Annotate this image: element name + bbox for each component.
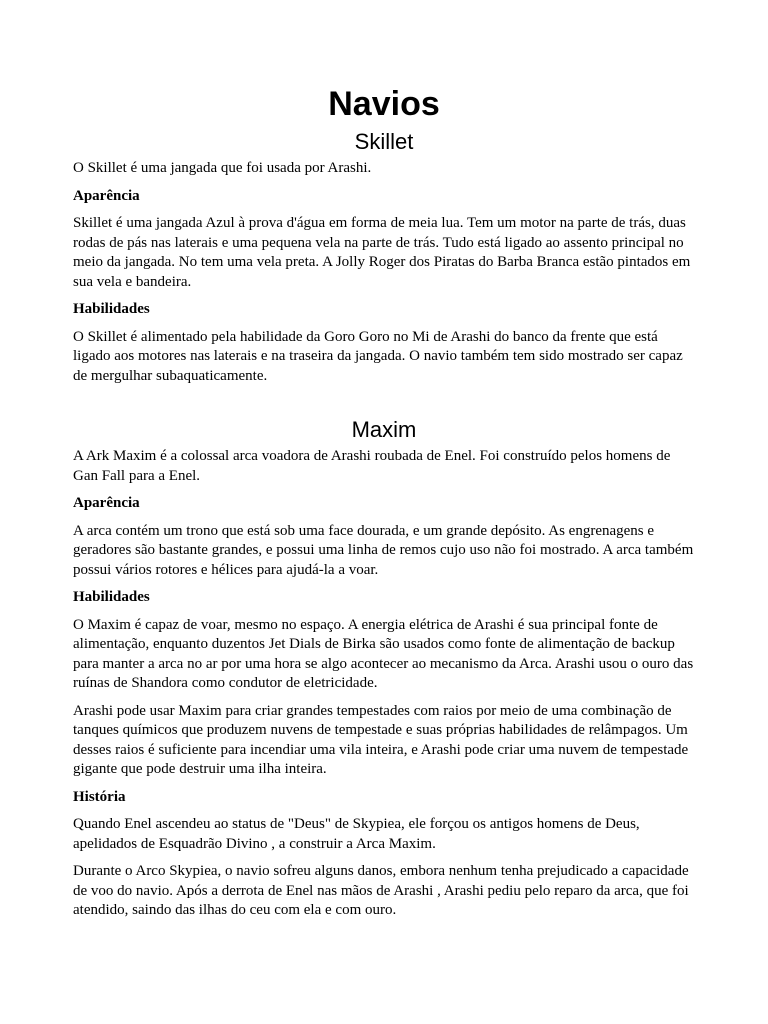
history-paragraph: Quando Enel ascendeu ao status de "Deus" de Skypiea, ele forçou os antigos homens de Deus, apelidados de Esquadrão Divino , a construir a Arca Maxim. xyxy=(73,816,640,852)
appearance-subheading: Aparência xyxy=(73,495,140,511)
section-heading: Maxim xyxy=(351,417,417,442)
appearance-subheading: Aparência xyxy=(73,187,140,204)
document-title: Navios xyxy=(328,85,440,123)
section-intro: O Skillet é uma jangada que foi usada por Arashi. xyxy=(73,160,372,176)
history-paragraph: Durante o Arco Skypiea, o navio sofreu alguns danos, embora nenhum tenha prejudicado a capacidade de voo do navio. Após a derrota de Enel nas mãos de Arashi , Arashi pediu pelo reparo da arca, que foi atendido, saindo das ilhas do ceu com ela e com ouro. xyxy=(73,863,689,918)
abilities-subheading: Habilidades xyxy=(73,301,150,317)
appearance-paragraph: Skillet é uma jangada Azul à prova d'água em forma de meia lua. Tem um motor na parte de trás, duas rodas de pás nas laterais e uma pequena vela na parte de trás. Tudo está ligado ao assento principal no meio da jangada. No tem uma vela preta. A Jolly Roger dos Piratas do Barba Branca estão pintados em sua vela e bandeira. xyxy=(73,215,691,290)
section-intro: A Ark Maxim é a colossal arca voadora de Arashi roubada de Enel. Foi construído pelos homens de Gan Fall para a Enel. xyxy=(73,448,671,484)
section-maxim xyxy=(73,416,695,921)
abilities-paragraph: Arashi pode usar Maxim para criar grandes tempestades com raios por meio de uma combinação de tanques químicos que produzem nuvens de tempestade e suas próprias habilidades de relâmpagos. Um desses raios é suficiente para incendiar uma vila inteira, e Arashi pode criar uma nuvem de tempestade gigante que pode destruir uma ilha inteira. xyxy=(73,702,689,777)
abilities-paragraph: O Skillet é alimentado pela habilidade da Goro Goro no Mi de Arashi do banco da frente que está ligado aos motores nas laterais e na traseira da jangada. O navio também tem sido mostrado ser capaz de mergulhar subaquaticamente. xyxy=(73,328,683,384)
appearance-paragraph: A arca contém um trono que está sob uma face dourada, e um grande depósito. As engrenagens e geradores são bastante grandes, e possui uma linha de remos cujo uso não foi mostrado. A arca também possui vários rotores e hélices para ajudá-la a voar. xyxy=(73,522,694,578)
abilities-paragraph: O Maxim é capaz de voar, mesmo no espaço. A energia elétrica de Arashi é sua principal fonte de alimentação, enquanto duzentos Jet Dials de Birka são usados como fonte de alimentação de backup para manter a arca no ar por uma hora se algo acontecer ao mecanismo da Arca. Arashi usou o ouro das ruínas de Shandora como condutor de eletricidade. xyxy=(73,616,694,691)
section-heading: Skillet xyxy=(354,129,414,154)
document-page xyxy=(73,82,695,929)
history-subheading: História xyxy=(73,788,126,805)
abilities-subheading: Habilidades xyxy=(73,589,150,605)
section-skillet xyxy=(73,128,695,386)
